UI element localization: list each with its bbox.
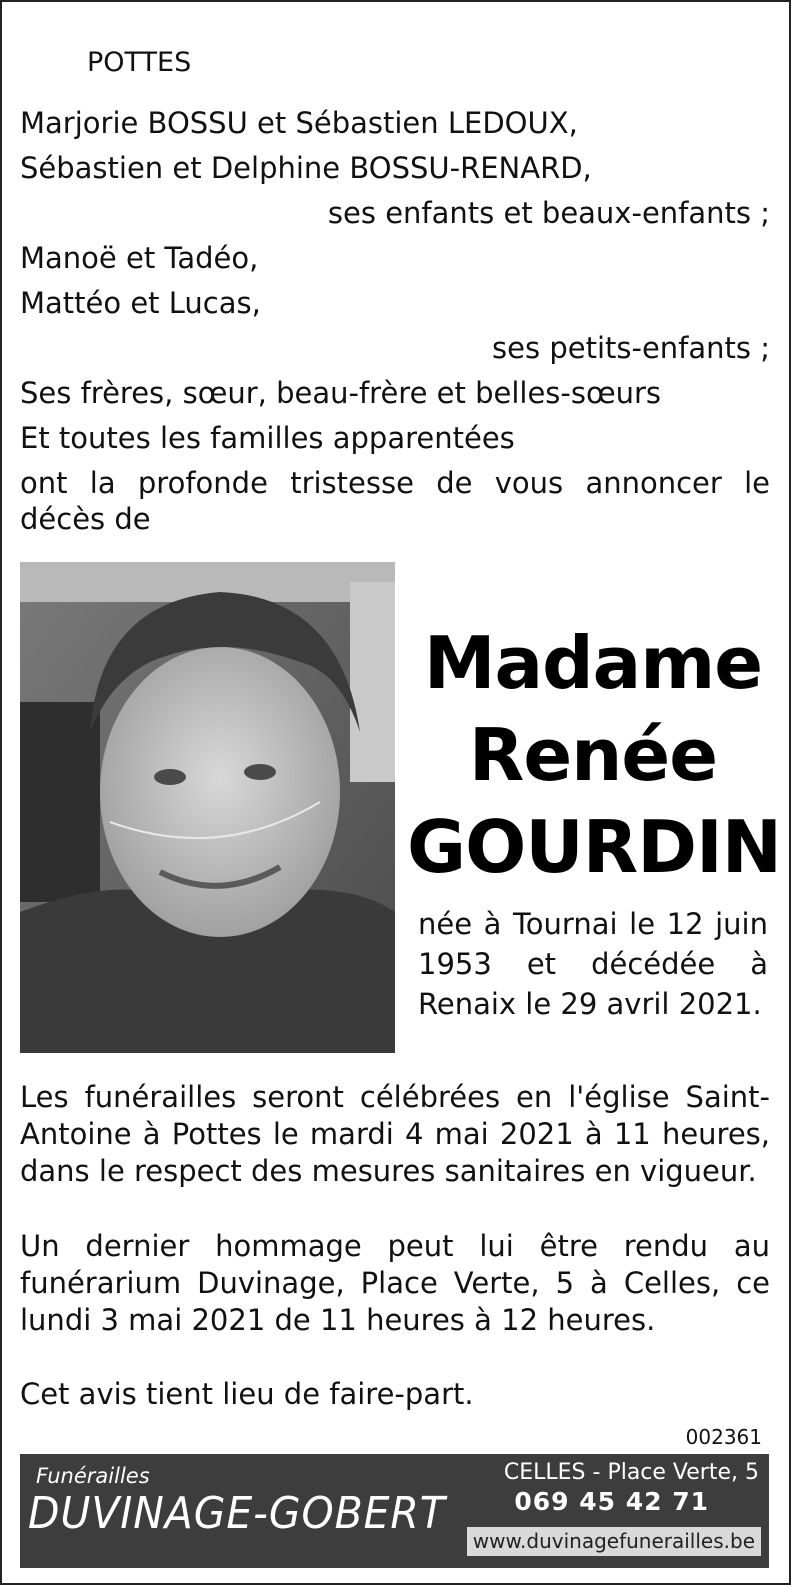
- family-line-2: Sébastien et Delphine BOSSU-RENARD,: [20, 151, 592, 185]
- family-role-grandchildren: ses petits-enfants ;: [492, 331, 770, 365]
- deceased-title: Madame: [423, 621, 763, 705]
- announcement: ont la profonde tristesse de vous annoncer le décès de: [20, 466, 770, 536]
- deceased-name: [407, 617, 782, 893]
- footer-phone: 069 45 42 71: [514, 1487, 709, 1516]
- funeral-info: Les funérailles seront célébrées en l'église Saint-Antoine à Pottes le mardi 4 mai 2021 à 11 heures, dans le respect des mesures sanitaires en vigueur.: [20, 1080, 770, 1188]
- deceased-last-name: GOURDIN: [407, 805, 782, 889]
- funeral-home-logo: DUVINAGE-GOBERT: [28, 1488, 446, 1539]
- family-line-3: Manoë et Tadéo,: [20, 241, 259, 275]
- reference-number: 002361: [685, 1425, 762, 1449]
- portrait-photo: [20, 562, 395, 1053]
- birth-death-info: née à Tournai le 12 juin 1953 et décédée à Renaix le 29 avril 2021.: [418, 907, 768, 1021]
- notice-text: Cet avis tient lieu de faire-part.: [20, 1377, 474, 1411]
- funeral-home-banner: [20, 1454, 769, 1568]
- tribute-info: Un dernier hommage peut lui être rendu au funérarium Duvinage, Place Verte, 5 à Celles, ce lundi 3 mai 2021 de 11 heures à 12 heures.: [20, 1229, 770, 1337]
- family-line-1: Marjorie BOSSU et Sébastien LEDOUX,: [20, 106, 578, 140]
- family-line-5: Ses frères, sœur, beau-frère et belles-sœurs: [20, 376, 662, 410]
- deceased-first-name: Renée: [468, 713, 718, 797]
- portrait-image: [20, 562, 395, 1053]
- location: POTTES: [87, 47, 192, 78]
- footer-address: CELLES - Place Verte, 5: [503, 1460, 759, 1485]
- footer-website: www.duvinagefunerailles.be: [467, 1527, 761, 1556]
- family-line-4: Mattéo et Lucas,: [20, 286, 261, 320]
- footer-label: Funérailles: [36, 1464, 150, 1488]
- family-role-children: ses enfants et beaux-enfants ;: [327, 196, 770, 230]
- family-line-6: Et toutes les familles apparentées: [20, 421, 515, 455]
